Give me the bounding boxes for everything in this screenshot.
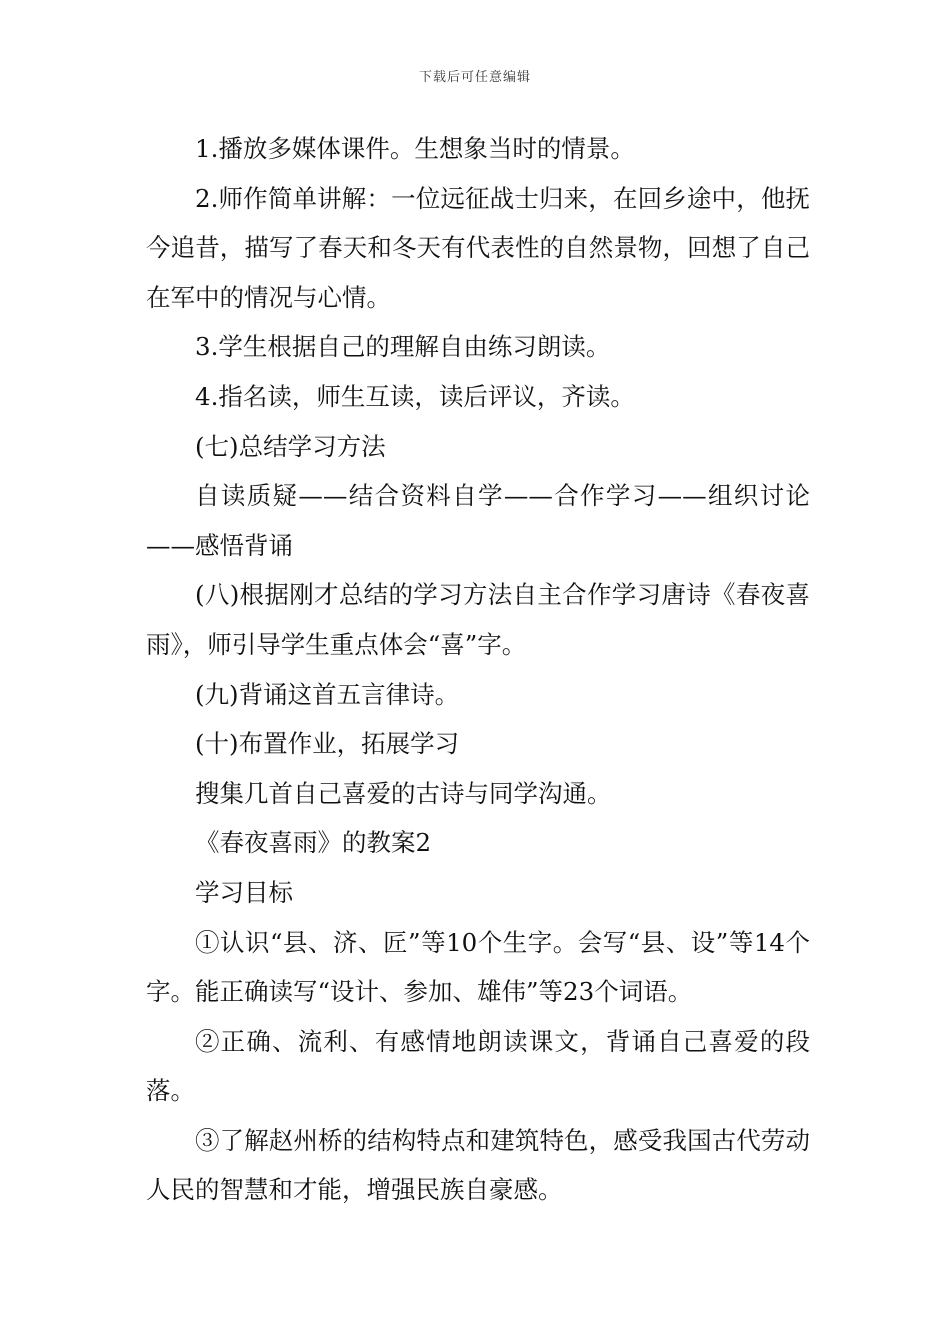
goal-item-2: ②正确、流利、有感情地朗读课文，背诵自己喜爱的段落。 xyxy=(146,1026,810,1106)
document-body xyxy=(146,124,810,1215)
goal-item-1: ①认识“县、济、匠”等10个生字。会写“县、设”等14个字。能正确读写“设计、参加、雄伟”等23个词语。 xyxy=(146,927,810,1007)
section-heading-10: (十)布置作业，拓展学习 xyxy=(195,729,460,759)
lesson-plan-title: 《春夜喜雨》的教案2 xyxy=(195,828,432,858)
paragraph-method: 自读质疑——结合资料自学——合作学习——组织讨论——感悟背诵 xyxy=(146,481,810,560)
section-heading-7: (七)总结学习方法 xyxy=(195,431,386,461)
paragraph-step-2: 2.师作简单讲解：一位远征战士归来，在回乡途中，他抚今追昔，描写了春天和冬天有代表性的自然景物，回想了自己在军中的情况与心情。 xyxy=(146,183,810,312)
paragraph-step-4: 4.指名读，师生互读，读后评议，齐读。 xyxy=(195,381,635,411)
section-heading-9: (九)背诵这首五言律诗。 xyxy=(195,679,460,709)
paragraph-step-3: 3.学生根据自己的理解自由练习朗读。 xyxy=(195,332,611,362)
learning-goals-heading: 学习目标 xyxy=(195,877,293,907)
goal-item-3: ③了解赵州桥的结构特点和建筑特色，感受我国古代劳动人民的智慧和才能，增强民族自豪感。 xyxy=(146,1125,810,1205)
section-heading-8: (八)根据刚才总结的学习方法自主合作学习唐诗《春夜喜雨》，师引导学生重点体会“喜”字。 xyxy=(146,580,810,659)
paragraph-step-1: 1.播放多媒体课件。生想象当时的情景。 xyxy=(195,134,635,163)
paragraph-homework: 搜集几首自己喜爱的古诗与同学沟通。 xyxy=(195,778,612,808)
page-header: 下载后可任意编辑 xyxy=(418,70,531,85)
